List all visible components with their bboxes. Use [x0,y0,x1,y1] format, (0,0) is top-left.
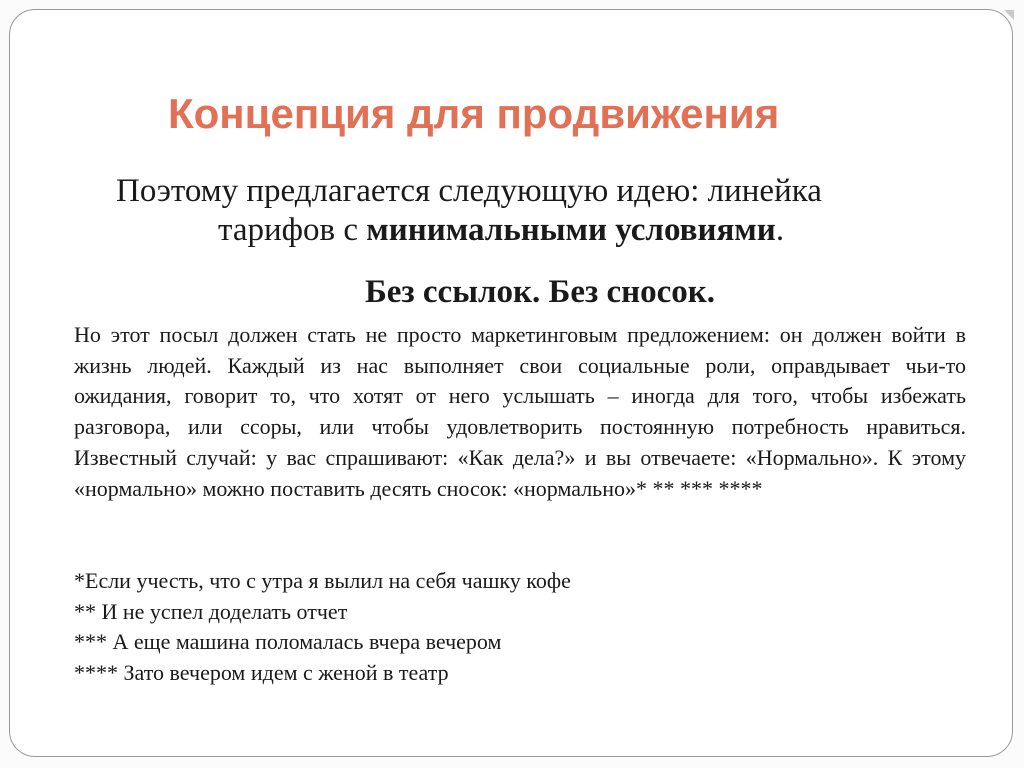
intro-line-1: Поэтому предлагается следующую идею: линейка [116,173,822,209]
intro-end: . [775,212,785,248]
slide-title: Концепция для продвижения [168,90,780,137]
intro-line-2 [116,211,976,250]
intro-paragraph [116,172,976,250]
body-paragraph: Но этот посыл должен стать не просто маркетинговым предложением: он должен войти в жизнь людей. Каждый из нас выполняет свои социальные роли, оправдывает чьи-то ожидания, говорит то, что хотят от него услышать – иногда для того, чтобы избежать разговора, или ссоры, или чтобы удовлетворить постоянную потребность нравиться. Известный случай: у вас спрашивают: «Как дела?» и вы отвечаете: «Нормально». К этому «нормально» можно поставить десять сносок: «нормально»* ** *** **** [74,322,966,501]
footnote-4: **** Зато вечером идем с женой в театр [74,659,449,685]
footnotes-list [74,566,966,688]
intro-line-2-start: тарифов с [218,212,367,248]
tagline: Без ссылок. Без сносок. [364,274,716,310]
intro-emphasis: минимальными условиями [366,212,776,248]
footnote-1: *Если учесть, что с утра я вылил на себя чашку кофе [74,568,571,593]
footnote-2: ** И не успел доделать отчет [74,598,348,624]
corner-decoration [1004,10,1014,20]
footnote-3: *** А еще машина поломалась вчера вечером [74,629,502,654]
